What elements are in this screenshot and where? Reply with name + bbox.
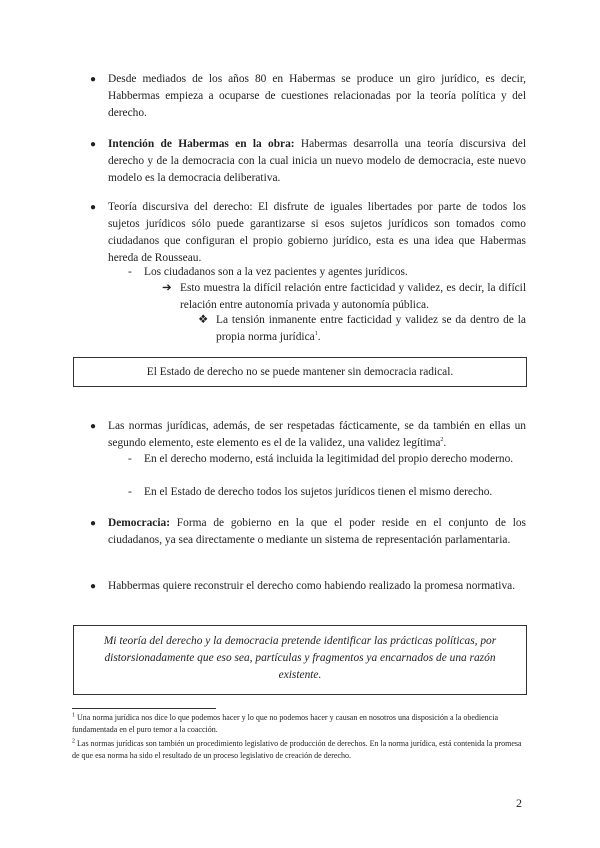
footnote-2 (72, 738, 528, 762)
subitem-text: En el Estado de derecho todos los sujetos jurídicos tienen el mismo derecho. (144, 486, 493, 498)
subitem-text-end: . (317, 331, 321, 343)
dash-marker: - (128, 453, 132, 465)
paragraph-teoria-discursiva (90, 199, 526, 267)
footnote-1 (72, 712, 528, 736)
subitem-facticidad (162, 280, 526, 314)
paragraph-text: Desde mediados de los años 80 en Habermas se produce un giro jurídico, es decir, Habbermas empieza a ocuparse de cuestiones relacionadas por la teoría política y del derecho. (108, 73, 526, 119)
paragraph-text: Las normas jurídicas, además, de ser respetadas fácticamente, se da también en ellas un segundo elemento, este elemento es el de la validez, una validez legítima (108, 420, 526, 449)
paragraph-text-end: . (443, 437, 447, 449)
paragraph-giro-juridico (90, 71, 526, 122)
paragraph-heading: Democracia: (108, 517, 170, 529)
subitem-derecho-moderno (128, 451, 526, 468)
footnote-separator (72, 708, 216, 709)
bullet-marker: ● (90, 74, 97, 85)
footnote-ref: 2 (440, 437, 444, 444)
subitem-ciudadanos (128, 264, 526, 281)
dash-marker: - (128, 266, 132, 278)
paragraph-democracia (90, 515, 526, 549)
subitem-text: Esto muestra la difícil relación entre facticidad y validez, es decir, la difícil relación entre autonomía privada y autonomía pública. (180, 282, 526, 311)
paragraph-heading: Intención de Habermas en la obra: (108, 138, 295, 150)
footnote-text: Las normas jurídicas son también un procedimiento legislativo de producción de derechos. En la norma jurídica, está contenida la promesa de que esa norma ha sido el resultado de un proceso legislativo de creación de derecho. (72, 739, 522, 760)
page-number: 2 (516, 796, 522, 810)
subitem-text: En el derecho moderno, está incluida la legitimidad del propio derecho moderno. (144, 453, 514, 465)
paragraph-reconstruir (90, 578, 526, 595)
footnote-number: 1 (72, 712, 75, 719)
subitem-text: Los ciudadanos son a la vez pacientes y agentes jurídicos. (144, 266, 408, 278)
footnote-number: 2 (72, 738, 75, 745)
paragraph-text: Teoría discursiva del derecho: El disfrute de iguales libertades por parte de todos los sujetos jurídicos sólo puede garantizarse si esos sujetos jurídicos son tomados como ciudadanos que configuran el propio gobierno jurídico, esta es una idea que Habermas hereda de Rousseau. (108, 201, 526, 264)
diamond-marker: ❖ (198, 314, 209, 326)
paragraph-text: Forma de gobierno en la que el poder reside en el conjunto de los ciudadanos, ya sea directamente o mediante un sistema de representación parlamentaria. (108, 517, 526, 546)
footnote-text: Una norma jurídica nos dice lo que podemos hacer y lo que no podemos hacer y causan en nosotros una disposición a la obediencia fundamentada en el puro temor a la coacción. (72, 713, 498, 734)
quote-text: Mi teoría del derecho y la democracia pretende identificar las prácticas políticas, por distorsionadamente que eso sea, partículas y fragmentos ya encarnados de una razón existente. (103, 635, 497, 681)
subitem-text: La tensión inmanente entre facticidad y validez se da dentro de la propia norma jurídica (216, 314, 526, 343)
bullet-marker: ● (90, 581, 97, 592)
paragraph-intencion (90, 136, 526, 187)
paragraph-text: Habermas desarrolla una teoría discursiva del derecho y de la democracia con la cual inicia un nuevo modelo de democracia, este nuevo modelo es la democracia deliberativa. (108, 138, 526, 184)
highlight-box-estado (73, 357, 527, 387)
arrow-marker: ➔ (162, 282, 172, 294)
subitem-estado-derecho (128, 484, 526, 501)
footnote-ref: 1 (314, 331, 318, 338)
bullet-marker: ● (90, 202, 97, 213)
bullet-marker: ● (90, 518, 97, 529)
box-text: El Estado de derecho no se puede mantener sin democracia radical. (146, 366, 454, 378)
paragraph-text: Habbermas quiere reconstruir el derecho como habiendo realizado la promesa normativa. (108, 580, 516, 592)
dash-marker: - (128, 486, 132, 498)
quote-box (73, 625, 527, 695)
paragraph-normas-juridicas (90, 418, 526, 452)
bullet-marker: ● (90, 139, 97, 150)
subitem-tension (198, 312, 526, 346)
bullet-marker: ● (90, 421, 97, 432)
